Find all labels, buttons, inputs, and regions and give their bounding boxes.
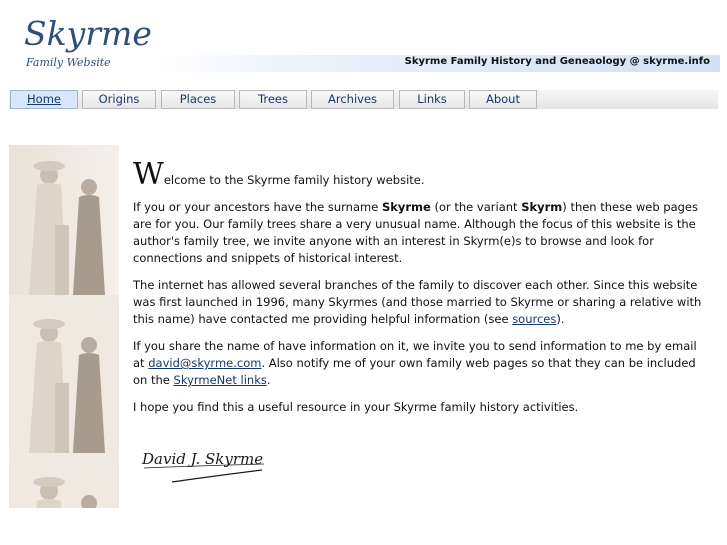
contact-text: . Also notify me of your own family web pages so that they can be included on the [133,356,696,387]
surname-skyrm: Skyrm [521,200,563,214]
author-signature [134,440,274,492]
nav-about-tab[interactable] [469,90,537,109]
closing-paragraph: I hope you find this a useful resource in your Skyrme family history activities. [133,400,579,414]
welcome-heading [133,157,703,192]
email-link[interactable]: david@skyrme.com [148,356,262,370]
family-portrait-photo [9,145,119,295]
logo-title: Skyrme [24,14,152,53]
nav-about-label: About [485,92,520,106]
nav-trees-tab[interactable] [239,90,307,109]
site-tagline: Skyrme Family History and Geneaology @ skyrme.info [404,56,710,67]
nav-archives-label: Archives [327,92,378,106]
logo-subtitle: Family Website [26,56,111,69]
intro-text: ) then these web pages are for you. Our family trees share a very unusual name. Although the focus of this website is the author's family tree, we invite anyone with an interest in Skyrm(e)s to browse and look for connections and snippets of historical interest. [133,200,699,265]
family-photo-strip [9,145,119,508]
nav-places-tab[interactable] [161,90,235,109]
contact-paragraph [133,338,703,389]
intro-text: (or the variant [430,200,522,214]
nav-links-label: Links [417,92,447,106]
family-portrait-photo [9,461,119,508]
main-content [133,157,703,426]
sources-link[interactable]: sources [512,312,557,326]
history-text: ). [556,312,565,326]
history-paragraph [133,277,703,328]
nav-trees-label: Trees [258,92,288,106]
intro-paragraph [133,199,703,267]
history-text: The internet has allowed several branches of the family to discover each other. Since this website was first launched in 1996, many Skyrmes (and those married to Skyrme or sharing a relative with this name) have contacted me providing helpful information (see [133,278,702,326]
nav-origins-label: Origins [98,92,140,106]
site-logo[interactable] [20,14,152,76]
main-navigation [9,90,718,109]
tagline-bar [140,55,720,72]
family-portrait-photo [9,303,119,453]
nav-home-tab[interactable] [10,90,78,109]
intro-text: If you or your ancestors have the surname [133,200,382,214]
nav-origins-tab[interactable] [82,90,156,109]
nav-links-tab[interactable] [399,90,465,109]
welcome-text: elcome to the Skyrme family history website. [163,173,425,187]
signature-text: David J. Skyrme [142,450,264,468]
nav-archives-tab[interactable] [311,90,394,109]
nav-places-label: Places [179,92,217,106]
contact-text: If you share the name of have information on it, we invite you to send information to me by email at [133,339,697,370]
welcome-dropcap: W [133,157,164,192]
contact-text: . [266,373,271,387]
nav-home-label: Home [27,92,61,106]
skyrmenet-links-link[interactable]: SkyrmeNet links [173,373,267,387]
surname-skyrme: Skyrme [381,200,431,214]
